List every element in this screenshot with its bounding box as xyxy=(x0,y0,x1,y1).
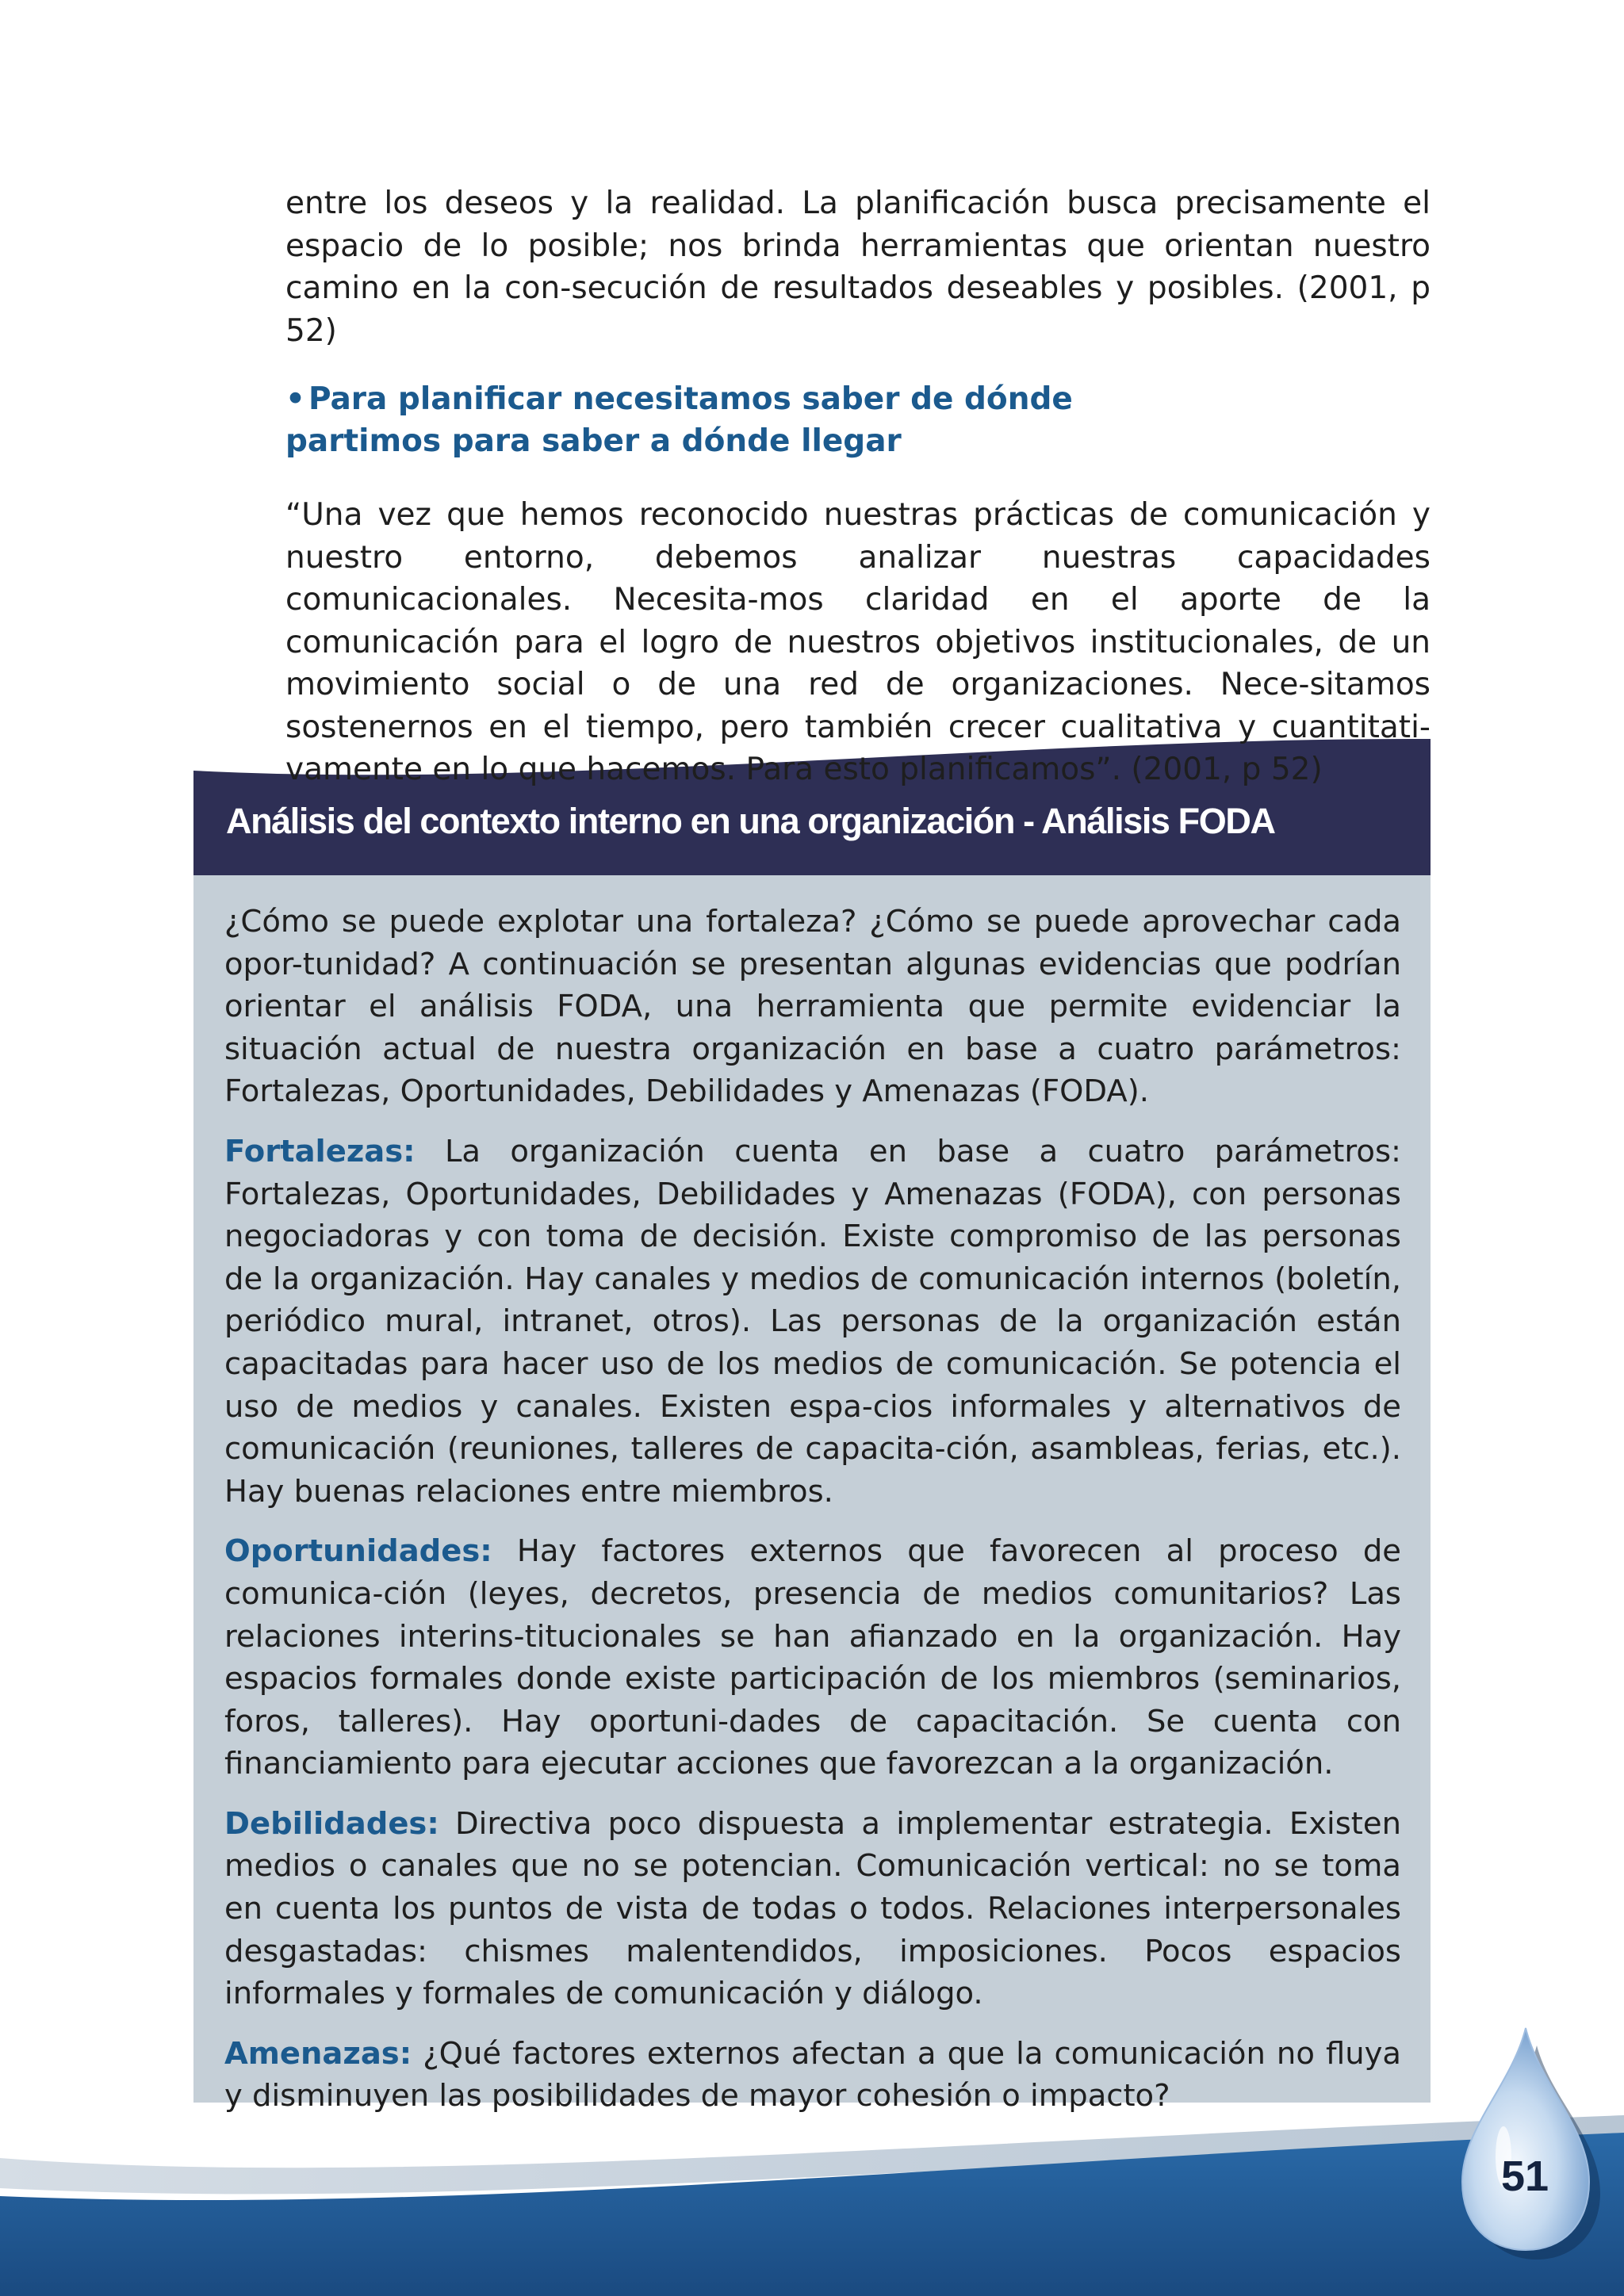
section-label: Fortalezas: xyxy=(224,1133,416,1169)
paragraph-continuation: entre los deseos y la realidad. La planificación busca precisamente el espacio de lo posible; nos brinda herramientas que orientan nuestro camino en la con-secución de resultados deseables y posibles. (2001, p 52) xyxy=(285,186,1431,349)
bullet-heading-text: Para planificar necesitamos saber de dónde partimos para saber a dónde llegar xyxy=(285,381,1073,459)
section-amenazas xyxy=(224,2033,1401,2118)
quote-paragraph: “Una vez que hemos reconocido nuestras prácticas de comunicación y nuestro entorno, debemos analizar nuestras capacidades comunicacionales. Necesita-mos claridad en el aporte de la comunicación para el logro de nuestros objetivos institucionales, de un movimiento social o de una red de organizaciones. Nece-sitamos sostenernos en el tiempo, pero también crecer cualitativa y cuantitati-vamente en lo que hacemos. Para esto planificamos”. (2001, p 52) xyxy=(285,497,1431,787)
water-drop-icon xyxy=(1462,2028,1589,2250)
section-text: ¿Qué factores externos afectan a que la comunicación no fluya y disminuyen las posibilidades de mayor cohesión o impacto? xyxy=(224,2035,1401,2114)
section-text: Directiva poco dispuesta a implementar estrategia. Existen medios o canales que no se potencian. Comunicación vertical: no se toma en cuenta los puntos de vista de todas o todos. Relaciones interpersonales desgastadas: chismes malentendidos, imposiciones. Pocos espacios informales y formales de comunicación y diálogo. xyxy=(224,1805,1401,2012)
bullet-icon: • xyxy=(285,381,305,417)
section-fortalezas xyxy=(224,1131,1401,1513)
box-intro: ¿Cómo se puede explotar una fortaleza? ¿Cómo se puede aprovechar cada opor-tunidad? A continuación se presentan algunas evidencias que podrían orientar el análisis FODA, una herramienta que permite evidenciar la situación actual de nuestra organización en base a cuatro parámetros: Fortalezas, Oportunidades, Debilidades y Amenazas (FODA). xyxy=(224,904,1401,1110)
section-label: Amenazas: xyxy=(224,2035,412,2072)
section-label: Oportunidades: xyxy=(224,1533,492,1570)
section-text: La organización cuenta en base a cuatro parámetros: Fortalezas, Oportunidades, Debilidades y Amenazas (FODA), con personas negociadoras y con toma de decisión. Existe compromiso de las personas de la organización. Hay canales y medios de comunicación internos (boletín, periódico mural, intranet, otros). Las personas de la organización están capacitadas para hacer uso de los medios de comunicación. Se potencia el uso de medios y canales. Existen espa-cios informales y alternativos de comunicación (reuniones, talleres de capacita-ción, asambleas, ferias, etc.). Hay buenas relaciones entre miembros. xyxy=(224,1133,1401,1510)
section-oportunidades xyxy=(224,1530,1401,1785)
section-text: Hay factores externos que favorecen al proceso de comunica-ción (leyes, decretos, presencia de medios comunitarios? Las relaciones interins-titucionales se han afianzado en la organización. Hay espacios formales donde existe participación de los miembros (seminarios, foros, talleres). Hay oportuni-dades de capacitación. Se cuenta con financiamiento para ejecutar acciones que favorezcan a la organización. xyxy=(224,1533,1401,1782)
page-number: 51 xyxy=(1500,2152,1549,2200)
top-section xyxy=(285,182,1431,791)
section-debilidades xyxy=(224,1803,1401,2015)
box-content xyxy=(224,901,1401,2135)
bullet-heading xyxy=(285,378,1237,462)
section-label: Debilidades: xyxy=(224,1805,439,1842)
box-title: Análisis del contexto interno en una organización - Análisis FODA xyxy=(226,801,1275,841)
